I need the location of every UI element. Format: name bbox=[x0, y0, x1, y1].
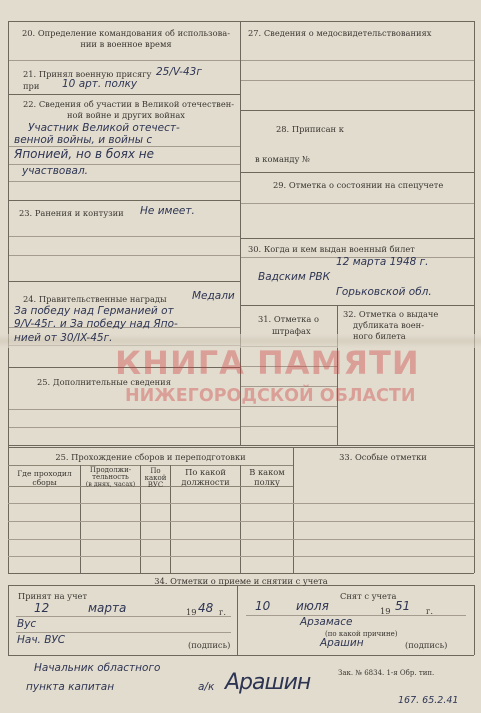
field-22-label: 22. Сведения об участии в Великой отечествен- bbox=[23, 99, 235, 109]
removed-month: июля bbox=[296, 599, 329, 613]
field-28-label: 28. Приписан к bbox=[276, 124, 344, 134]
field-25-label: 25. Дополнительные сведения bbox=[37, 377, 171, 387]
col-duration-header-2: тельность bbox=[92, 473, 129, 481]
field-21-label: 21. Принял военную присягу bbox=[23, 69, 152, 79]
removed-year-prefix: 19 bbox=[380, 606, 391, 616]
footer-handwritten-2b: а/к bbox=[198, 681, 215, 693]
archive-reference: 167. 65.2.41 bbox=[398, 695, 459, 706]
accepted-year-suffix: г. bbox=[219, 607, 226, 617]
footer-handwritten-2: пункта капитан bbox=[26, 681, 115, 693]
accepted-month: марта bbox=[88, 601, 127, 615]
removed-place: Арзамасе bbox=[300, 616, 353, 628]
military-id-date: 12 марта 1948 г. bbox=[336, 256, 429, 268]
col-duration-header-3: (в днях, часах) bbox=[85, 480, 136, 488]
field-23-label: 23. Ранения и контузии bbox=[19, 208, 124, 218]
military-id-region: Горьковской обл. bbox=[336, 286, 432, 298]
col-regiment-header-1: В каком bbox=[249, 467, 285, 477]
field-21-when: при bbox=[23, 81, 40, 91]
field-24-label: 24. Правительственные награды bbox=[23, 294, 167, 304]
footer-handwritten-1: Начальник областного bbox=[34, 662, 161, 674]
field-30-label: 30. Когда и кем выдан военный билет bbox=[248, 244, 415, 254]
accepted-vus: Вус bbox=[17, 618, 37, 630]
col-position-header-1: По какой bbox=[185, 467, 226, 477]
col-vus-header-3: ВУС bbox=[147, 481, 164, 489]
accepted-label: Принят на учет bbox=[18, 591, 88, 601]
wounds-value: Не имеет. bbox=[140, 205, 195, 217]
field-27-label: 27. Сведения о медосвидетельствованиях bbox=[248, 28, 432, 38]
col-where-header: Где проходил сборы bbox=[17, 469, 72, 487]
war-participation-line-3: Японией, но в боях не bbox=[14, 147, 154, 161]
field-32-label: 32. Отметка о выдаче bbox=[343, 309, 439, 319]
war-participation-line-2: венной войны, и войны с bbox=[14, 134, 153, 146]
awards-line-3: нией от 30/IX-45г. bbox=[14, 332, 113, 344]
field-31-label-cont: штрафах bbox=[272, 326, 311, 336]
accepted-day: 12 bbox=[34, 601, 50, 615]
col-regiment-header-2: полку bbox=[254, 477, 280, 487]
field-20-label-cont: нии в военное время bbox=[80, 39, 172, 49]
field-20-label: 20. Определение командования об использова- bbox=[21, 28, 230, 38]
field-32-label-cont-2: ного билета bbox=[353, 331, 406, 341]
accepted-signature-caption: (подпись) bbox=[188, 640, 231, 650]
print-order-number: Зак. № 6834. 1-я Обр. тип. bbox=[338, 669, 435, 677]
removed-signature-caption: (подпись) bbox=[405, 640, 448, 650]
removed-day: 10 bbox=[255, 599, 271, 613]
removed-reason-caption: (по какой причине) bbox=[325, 630, 398, 638]
field-32-label-cont: дубликата воен- bbox=[353, 320, 425, 330]
col-vus-header-2: какой bbox=[144, 474, 167, 482]
war-participation-line-1: Участник Великой отечест- bbox=[28, 122, 180, 134]
oath-date: 25/V-43г bbox=[156, 66, 202, 78]
removed-signature: Арашин bbox=[320, 637, 364, 649]
field-22-label-cont: ной войне и других войнах bbox=[67, 110, 185, 120]
field-31-label: 31. Отметка о bbox=[258, 314, 319, 324]
field-28-command: в команду № bbox=[255, 154, 310, 164]
footer-signature: Арашин bbox=[225, 670, 311, 695]
accepted-year-prefix: 19 bbox=[186, 607, 197, 617]
col-vus-header-1: По bbox=[150, 467, 161, 475]
removed-label: Снят с учета bbox=[340, 591, 397, 601]
removed-year: 51 bbox=[395, 599, 411, 613]
military-id-issuer: Вадским РВК bbox=[258, 271, 331, 283]
col-duration-header-1: Продолжи- bbox=[89, 466, 132, 474]
col-position-header-2: должности bbox=[181, 477, 230, 487]
awards-line-1: За победу над Германией от bbox=[14, 305, 174, 317]
watermark-line-2: НИЖЕГОРОДСКОЙ ОБЛАСТИ bbox=[125, 386, 416, 406]
awards-line-2: 9/V-45г. и За победу над Япо- bbox=[14, 318, 178, 330]
field-29-label: 29. Отметка о состоянии на спецучете bbox=[273, 180, 444, 190]
oath-unit: 10 арт. полку bbox=[62, 78, 138, 90]
special-marks-title: 33. Особые отметки bbox=[339, 452, 427, 462]
war-participation-line-4: участвовал. bbox=[22, 165, 89, 177]
training-title: 25. Прохождение сборов и переподготовки bbox=[55, 452, 246, 462]
accepted-year: 48 bbox=[198, 601, 214, 615]
awards-value: Медали bbox=[192, 290, 235, 302]
registration-title: 34. Отметки о приеме и снятии с учета bbox=[154, 576, 328, 586]
watermark-line-1: КНИГА ПАМЯТИ bbox=[115, 344, 420, 382]
accepted-chief: Нач. ВУС bbox=[17, 634, 66, 646]
removed-year-suffix: г. bbox=[426, 606, 433, 616]
